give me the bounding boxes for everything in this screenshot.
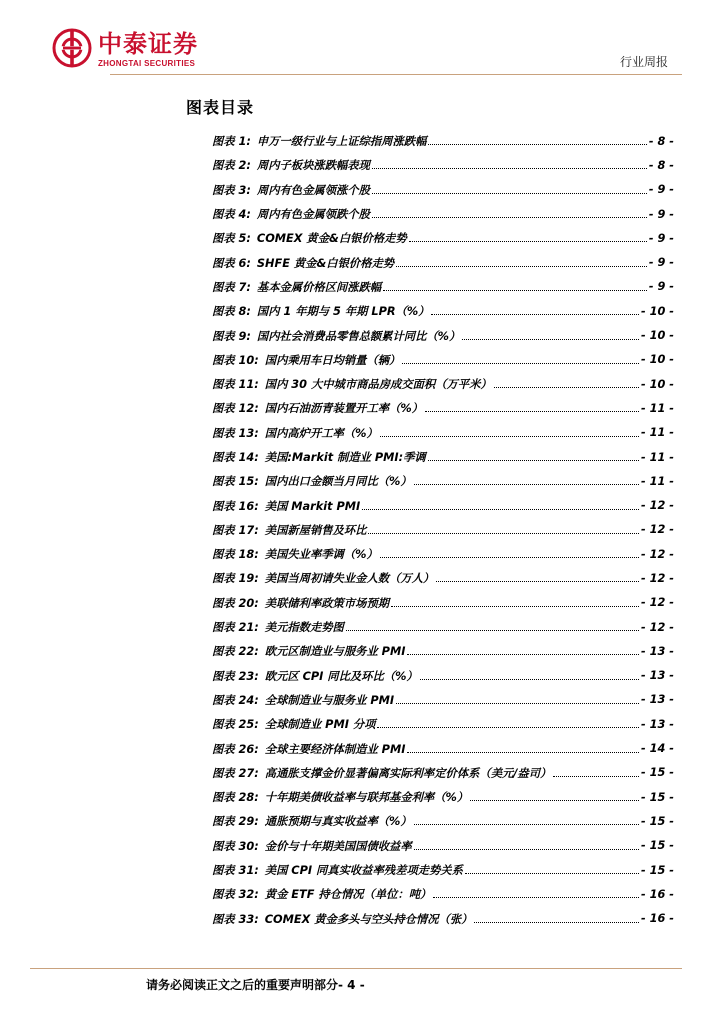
- toc-entry-label: 图表 15:: [212, 475, 259, 489]
- toc-entry-page: - 16 -: [641, 887, 674, 901]
- toc-dot-leader: [383, 281, 647, 291]
- toc-entry-label: 图表 31:: [212, 864, 259, 878]
- toc-dot-leader: [407, 645, 639, 655]
- toc-entry[interactable]: [212, 639, 674, 663]
- toc-entry[interactable]: [212, 299, 674, 323]
- footer-divider: [30, 968, 682, 969]
- toc-entry[interactable]: [212, 518, 674, 542]
- toc-entry-title: 国内乘用车日均销量（辆）: [264, 353, 401, 367]
- toc-entry-label: 图表 12:: [212, 402, 259, 416]
- toc-entry-title: SHFE 黄金&白银价格走势: [256, 256, 395, 270]
- toc-entry-label: 图表 2:: [212, 159, 251, 173]
- toc-entry[interactable]: [212, 834, 674, 858]
- toc-entry-page: - 12 -: [641, 523, 674, 537]
- toc-entry-title: 通胀预期与真实收益率（%）: [264, 815, 412, 829]
- toc-entry[interactable]: [212, 615, 674, 639]
- toc-entry-label: 图表 16:: [212, 499, 259, 513]
- toc-entry-title: 十年期美债收益率与联邦基金利率（%）: [264, 791, 469, 805]
- toc-entry-label: 图表 25:: [212, 718, 259, 732]
- toc-entry-page: - 12 -: [641, 571, 674, 585]
- toc-entry-page: - 15 -: [641, 863, 674, 877]
- toc-entry-page: - 11 -: [641, 401, 674, 415]
- toc-entry-page: - 11 -: [641, 450, 674, 464]
- toc-entry[interactable]: [212, 664, 674, 688]
- toc-entry[interactable]: [212, 785, 674, 809]
- toc-dot-leader: [425, 402, 639, 412]
- toc-entry-title: 欧元区 CPI 同比及环比（%）: [264, 669, 418, 683]
- toc-entry-page: - 9 -: [648, 256, 674, 270]
- toc-entry-title: 国内高炉开工率（%）: [264, 426, 378, 440]
- toc-entry-label: 图表 7:: [212, 280, 251, 294]
- toc-entry[interactable]: [212, 761, 674, 785]
- toc-entry-page: - 12 -: [641, 620, 674, 634]
- toc-entry-title: 全球主要经济体制造业 PMI: [264, 742, 406, 756]
- toc-dot-leader: [372, 159, 647, 169]
- toc-entry[interactable]: [212, 907, 674, 931]
- toc-entry-label: 图表 17:: [212, 523, 259, 537]
- toc-entry-label: 图表 9:: [212, 329, 251, 343]
- logo-english-name: ZHONGTAI SECURITIES: [98, 59, 196, 68]
- toc-entry-label: 图表 11:: [212, 378, 259, 392]
- toc-dot-leader: [346, 621, 639, 631]
- header-divider: [110, 74, 682, 75]
- company-logo: [52, 28, 222, 72]
- toc-entry[interactable]: [212, 250, 674, 274]
- toc-entry-page: - 9 -: [648, 207, 674, 221]
- toc-entry-page: - 15 -: [641, 814, 674, 828]
- toc-dot-leader: [391, 597, 639, 607]
- logo-chinese-name: 中泰证券: [98, 30, 198, 58]
- toc-entry[interactable]: [212, 323, 674, 347]
- toc-dot-leader: [380, 548, 639, 558]
- toc-entry-title: 基本金属价格区间涨跌幅: [256, 280, 382, 294]
- toc-entry[interactable]: [212, 372, 674, 396]
- toc-entry-title: 黄金 ETF 持仓情况（单位：吨）: [264, 888, 432, 902]
- toc-entry-label: 图表 32:: [212, 888, 259, 902]
- toc-entry-page: - 12 -: [641, 596, 674, 610]
- toc-entry-title: 美国失业率季调（%）: [264, 548, 378, 562]
- toc-dot-leader: [380, 427, 639, 437]
- toc-dot-leader: [414, 840, 639, 850]
- toc-entry-page: - 15 -: [641, 766, 674, 780]
- toc-entry-title: 周内有色金属领跌个股: [256, 208, 370, 222]
- toc-dot-leader: [396, 257, 647, 267]
- toc-entry-page: - 15 -: [641, 790, 674, 804]
- toc-entry-title: 美国 CPI 同真实收益率残差项走势关系: [264, 864, 463, 878]
- toc-entry-label: 图表 21:: [212, 621, 259, 635]
- toc-dot-leader: [420, 670, 639, 680]
- toc-entry-label: 图表 5:: [212, 232, 251, 246]
- toc-entry-label: 图表 6:: [212, 256, 251, 270]
- toc-entry-title: 全球制造业与服务业 PMI: [264, 693, 395, 707]
- toc-entry-page: - 12 -: [641, 547, 674, 561]
- toc-dot-leader: [377, 718, 639, 728]
- toc-entry-title: 国内石油沥青装置开工率（%）: [264, 402, 423, 416]
- toc-dot-leader: [372, 184, 647, 194]
- toc-title: 图表目录: [186, 98, 255, 117]
- toc-dot-leader: [409, 232, 647, 242]
- toc-entry-title: 申万一级行业与上证综指周涨跌幅: [256, 135, 427, 149]
- toc-entry-page: - 12 -: [641, 499, 674, 513]
- toc-dot-leader: [465, 864, 639, 874]
- toc-entry-label: 图表 18:: [212, 548, 259, 562]
- toc-entry[interactable]: [212, 396, 674, 420]
- toc-entry[interactable]: [212, 445, 674, 469]
- toc-entry-title: COMEX 黄金多头与空头持仓情况（张）: [264, 912, 473, 926]
- toc-dot-leader: [414, 815, 639, 825]
- toc-dot-leader: [407, 743, 639, 753]
- toc-entry-page: - 9 -: [648, 231, 674, 245]
- toc-entry[interactable]: [212, 882, 674, 906]
- toc-entry-page: - 10 -: [641, 377, 674, 391]
- toc-entry[interactable]: [212, 202, 674, 226]
- toc-entry[interactable]: [212, 493, 674, 517]
- toc-entry-label: 图表 24:: [212, 693, 259, 707]
- footer-page-number: - 4 -: [338, 978, 365, 992]
- toc-entry-title: 国内社会消费品零售总额累计同比（%）: [256, 329, 461, 343]
- toc-entry[interactable]: [212, 421, 674, 445]
- toc-entry-page: - 9 -: [648, 280, 674, 294]
- toc-entry-label: 图表 30:: [212, 839, 259, 853]
- toc-entry[interactable]: [212, 858, 674, 882]
- toc-entry-label: 图表 19:: [212, 572, 259, 586]
- toc-entry-title: 美联储利率政策市场预期: [264, 596, 390, 610]
- toc-entry-label: 图表 13:: [212, 426, 259, 440]
- toc-dot-leader: [470, 791, 639, 801]
- toc-entry-label: 图表 26:: [212, 742, 259, 756]
- toc-entry-title: 周内子板块涨跌幅表现: [256, 159, 370, 173]
- report-type-label: 行业周报: [619, 55, 668, 69]
- footer-disclaimer: 请务必阅读正文之后的重要声明部分: [146, 978, 339, 992]
- toc-entry[interactable]: [212, 129, 674, 153]
- toc-entry-label: 图表 8:: [212, 305, 251, 319]
- toc-entry[interactable]: [212, 469, 674, 493]
- zhongtai-logo-icon: [52, 28, 92, 68]
- toc-entry[interactable]: [212, 712, 674, 736]
- toc-entry-page: - 14 -: [641, 742, 674, 756]
- toc-entry-title: COMEX 黄金&白银价格走势: [256, 232, 407, 246]
- toc-entry[interactable]: [212, 348, 674, 372]
- toc-entry-title: 国内 30 大中城市商品房成交面积（万平米）: [264, 378, 492, 392]
- toc-entry-label: 图表 3:: [212, 183, 251, 197]
- toc-entry-title: 国内出口金额当月同比（%）: [264, 475, 412, 489]
- toc-entry-page: - 13 -: [641, 717, 674, 731]
- toc-dot-leader: [431, 305, 639, 315]
- toc-entry-label: 图表 22:: [212, 645, 259, 659]
- toc-entry-page: - 10 -: [641, 304, 674, 318]
- toc-entry-label: 图表 23:: [212, 669, 259, 683]
- toc-entry[interactable]: [212, 153, 674, 177]
- toc-entry[interactable]: [212, 809, 674, 833]
- toc-entry-page: - 10 -: [641, 329, 674, 343]
- toc-entry-label: 图表 29:: [212, 815, 259, 829]
- toc-entry-label: 图表 33:: [212, 912, 259, 926]
- toc-dot-leader: [428, 135, 647, 145]
- toc-entry-label: 图表 27:: [212, 766, 259, 780]
- toc-dot-leader: [414, 475, 639, 485]
- toc-entry[interactable]: [212, 542, 674, 566]
- toc-entry-label: 图表 28:: [212, 791, 259, 805]
- toc-entry-page: - 15 -: [641, 839, 674, 853]
- toc-dot-leader: [494, 378, 639, 388]
- toc-dot-leader: [462, 330, 639, 340]
- toc-dot-leader: [436, 572, 639, 582]
- toc-entry-label: 图表 1:: [212, 135, 251, 149]
- toc-entry-label: 图表 20:: [212, 596, 259, 610]
- toc-entry-label: 图表 4:: [212, 208, 251, 222]
- toc-entry[interactable]: [212, 566, 674, 590]
- toc-entry-page: - 11 -: [641, 474, 674, 488]
- toc-entry-title: 国内 1 年期与 5 年期 LPR（%）: [256, 305, 430, 319]
- page-footer: [146, 976, 365, 993]
- toc-dot-leader: [372, 208, 647, 218]
- toc-entry-title: 金价与十年期美国国债收益率: [264, 839, 412, 853]
- toc-entry[interactable]: [212, 178, 674, 202]
- toc-entry-page: - 13 -: [641, 693, 674, 707]
- toc-dot-leader: [396, 694, 639, 704]
- toc-dot-leader: [553, 767, 639, 777]
- toc-entry-title: 美国新屋销售及环比: [264, 523, 367, 537]
- toc-dot-leader: [428, 451, 639, 461]
- toc-entry-title: 欧元区制造业与服务业 PMI: [264, 645, 406, 659]
- toc-entry-page: - 8 -: [648, 158, 674, 172]
- toc-entry-title: 全球制造业 PMI 分项: [264, 718, 376, 732]
- toc-dot-leader: [362, 500, 639, 510]
- toc-entry[interactable]: [212, 275, 674, 299]
- toc-entry-title: 美国当周初请失业金人数（万人）: [264, 572, 435, 586]
- toc-dot-leader: [433, 888, 639, 898]
- toc-dot-leader: [474, 913, 639, 923]
- toc-entry-label: 图表 14:: [212, 451, 259, 464]
- toc-entry-page: - 13 -: [641, 644, 674, 658]
- toc-entry-title: 周内有色金属领涨个股: [256, 183, 370, 197]
- toc-entry[interactable]: [212, 226, 674, 250]
- toc-entry-title: 美国:Markit 制造业 PMI:季调: [264, 451, 426, 464]
- toc-entry[interactable]: [212, 688, 674, 712]
- toc-entry-page: - 9 -: [648, 183, 674, 197]
- toc-entry[interactable]: [212, 736, 674, 760]
- toc-entry-title: 高通胀支撑金价显著偏离实际利率定价体系（美元/盎司）: [264, 766, 552, 780]
- toc-entry[interactable]: [212, 591, 674, 615]
- toc-entry-page: - 13 -: [641, 669, 674, 683]
- toc-entry-page: - 11 -: [641, 426, 674, 440]
- toc-dot-leader: [368, 524, 639, 534]
- toc-entry-title: 美元指数走势图: [264, 621, 344, 635]
- toc-entry-title: 美国 Markit PMI: [264, 499, 361, 513]
- toc-entry-page: - 8 -: [648, 134, 674, 148]
- toc-entry-page: - 16 -: [641, 912, 674, 926]
- toc-list: [212, 129, 674, 931]
- toc-dot-leader: [402, 354, 639, 364]
- toc-entry-label: 图表 10:: [212, 353, 259, 367]
- toc-entry-page: - 10 -: [641, 353, 674, 367]
